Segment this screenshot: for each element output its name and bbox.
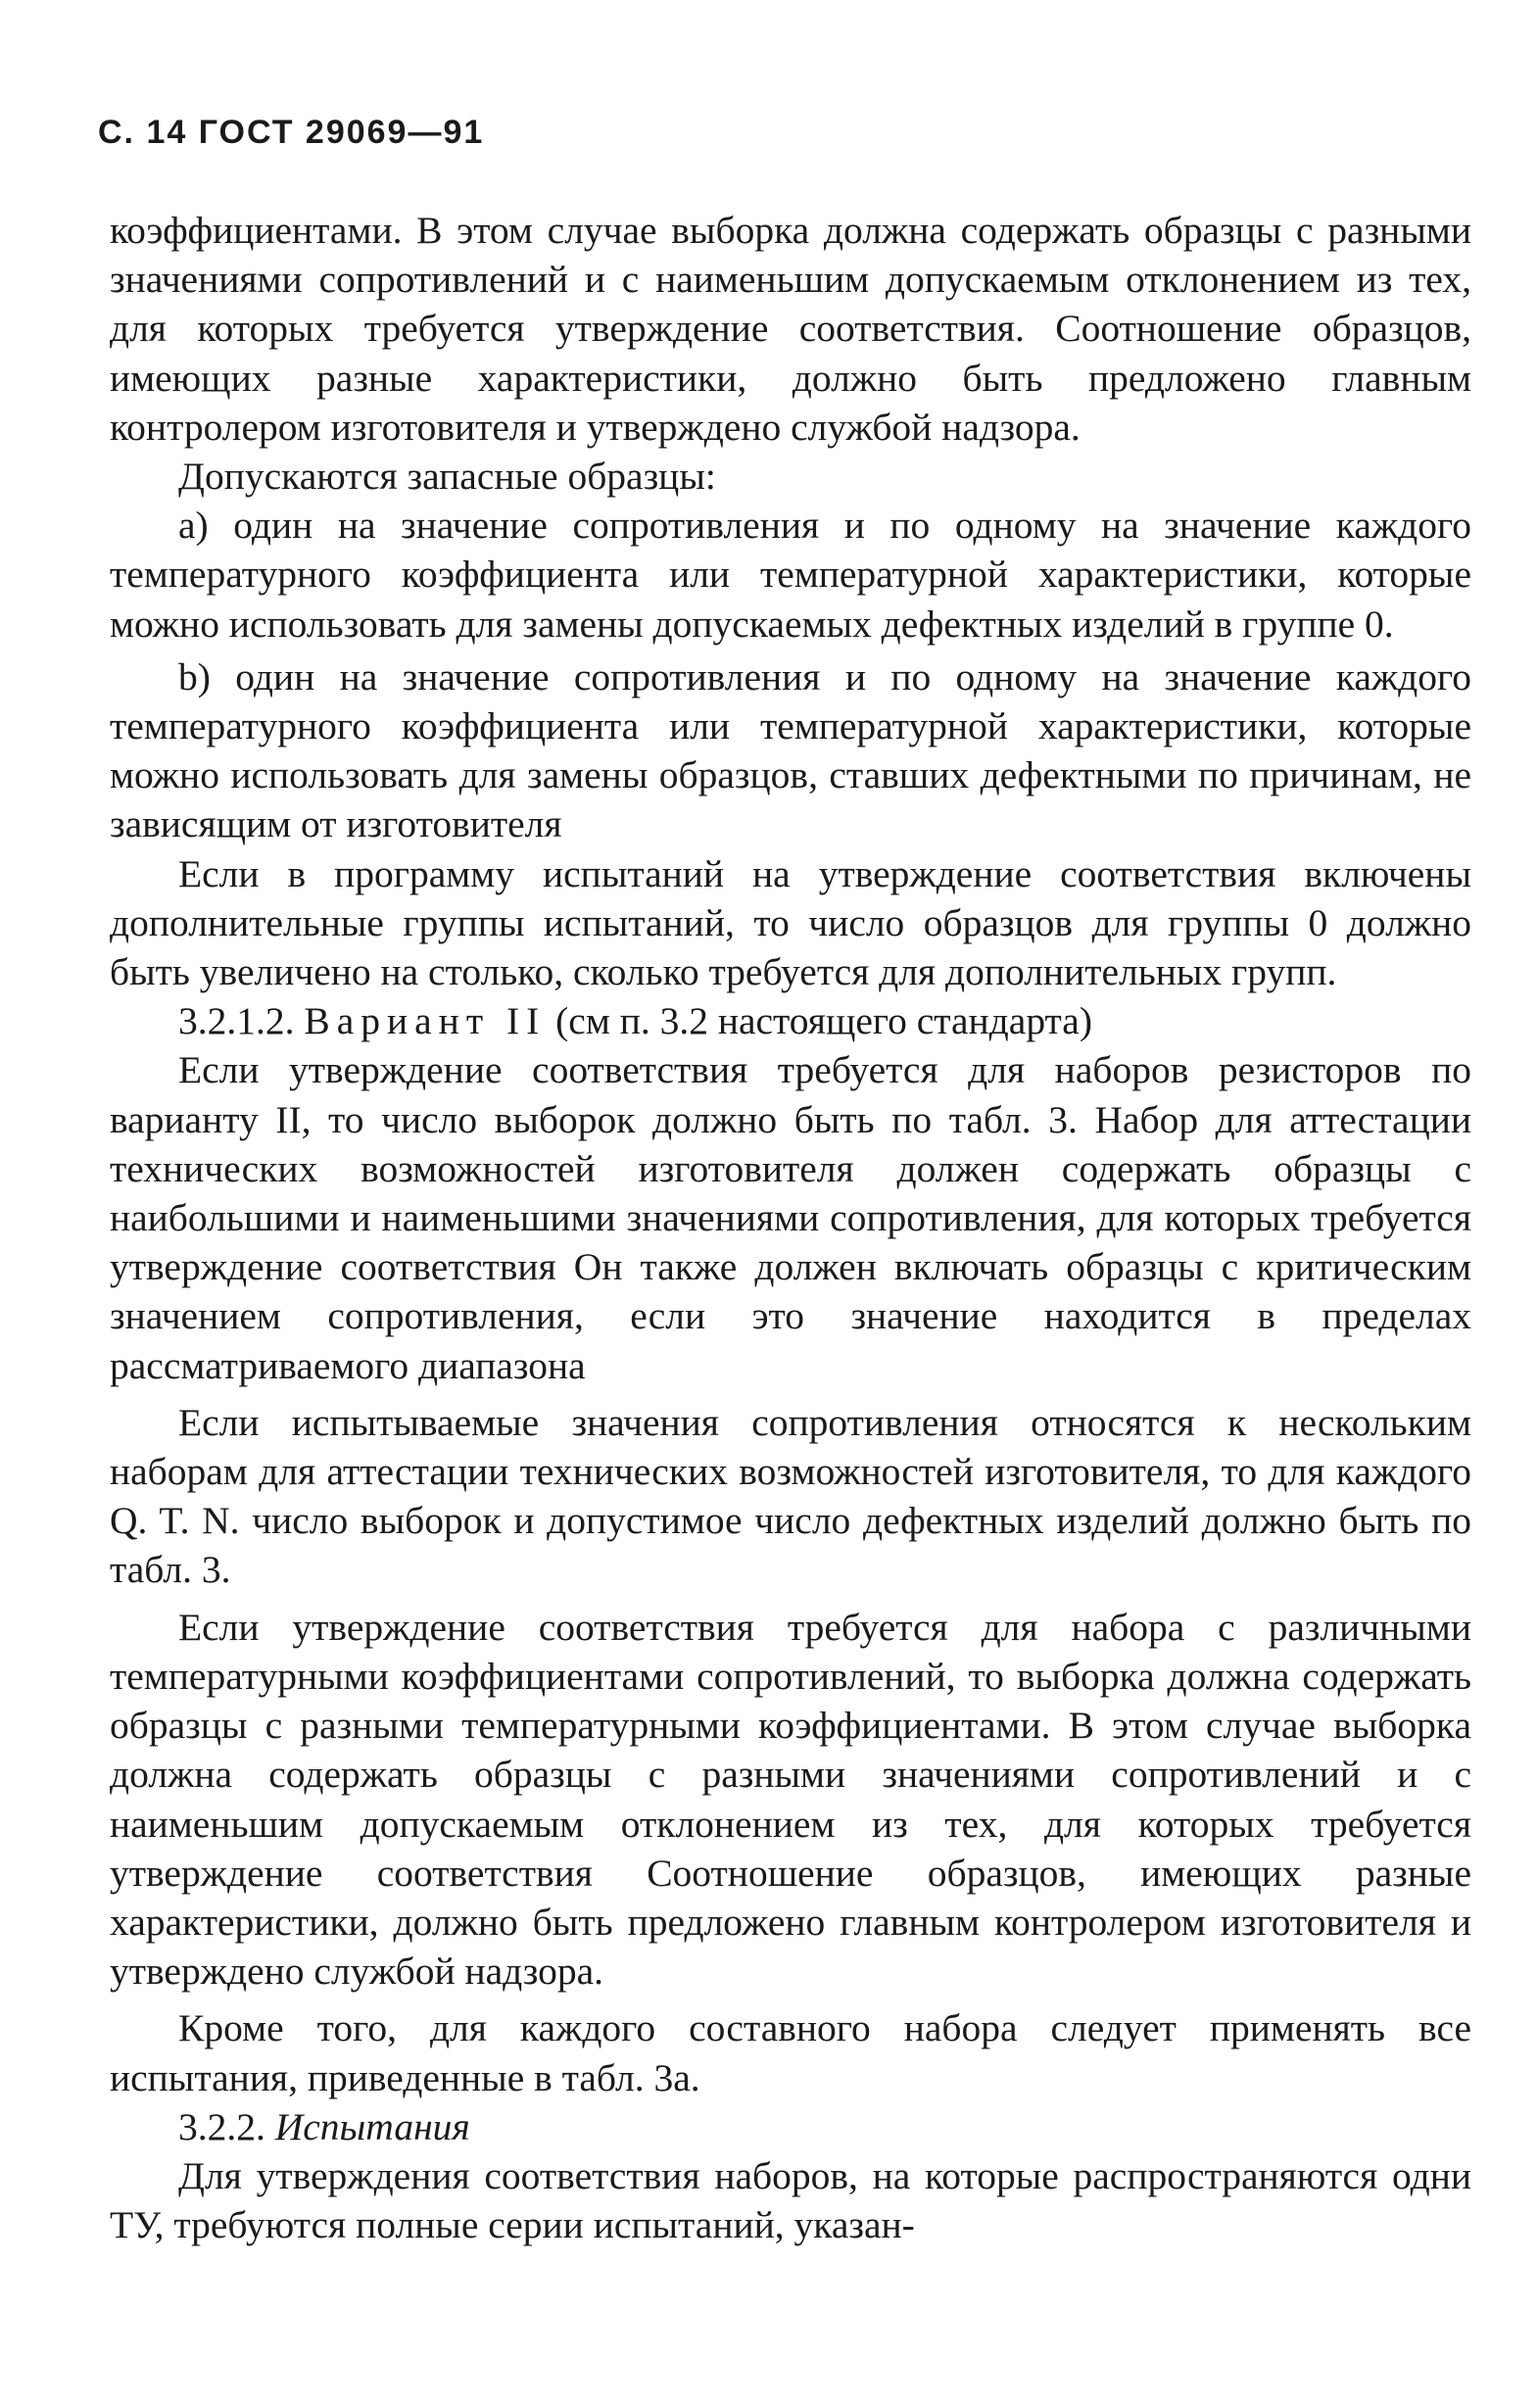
paragraph: Если утверждение соответствия требуется для наборов резисторов по варианту II, то число выборок должно быть по табл. 3. Набор для аттестации технических возможностей изготовителя должен содержать образцы с наибольшими и наименьшими значениями сопротивления, для которых требуется утверждение соответствия Он также должен включать образцы с критическим значением сопротивления, если это значение находится в пределах рассматриваемого диапазона bbox=[110, 1048, 1471, 1387]
paragraph: Для утверждения соответствия наборов, на которые распространяются одни ТУ, требуются полные серии испытаний, указан- bbox=[110, 2153, 1471, 2247]
paragraph: Если утверждение соответствия требуется для набора с различными температурными коэффициентами сопротивлений, то выборка должна содержать образцы с разными температурными коэффициентами. В этом случае выборка должна содержать образцы с разными значениями сопротивлений и с наименьшим допускаемым отклонением из тех, для которых требуется утверждение соответствия Соотношение образцов, имеющих разные характеристики, должно быть предложено главным контролером изготовителя и утверждено службой надзора. bbox=[110, 1605, 1471, 1994]
paragraph: Если в программу испытаний на утверждение соответствия включены дополнительные группы испытаний, то число образцов для группы 0 должно быть увеличено на столько, сколько требуется для дополнительных групп. bbox=[110, 851, 1471, 994]
section-number: 3.2.2. bbox=[178, 2104, 265, 2148]
section-heading-3-2-2 bbox=[110, 2102, 1471, 2151]
list-item-a: a) один на значение сопротивления и по одному на значение каждого температурного коэффициента или температурной характеристики, которые можно использовать для замены допускаемых дефектных изделий в группе 0. bbox=[110, 504, 1471, 646]
page-header: С. 14 ГОСТ 29069—91 bbox=[98, 114, 485, 151]
list-item-b: b) один на значение сопротивления и по одному на значение каждого температурного коэффициента или температурной характеристики, которые можно использовать для замены образцов, ставших дефектными по причинам, не зависящим от изготовителя bbox=[110, 654, 1471, 846]
paragraph: коэффициентами. В этом случае выборка должна содержать образцы с разными значениями сопротивлений и с наименьшим допускаемым отклонением из тех, для которых требуется утверждение соответствия. Соотношение образцов, имеющих разные характеристики, должно быть предложено главным контролером изготовителя и утверждено службой надзора. bbox=[110, 209, 1471, 449]
paragraph: Кроме того, для каждого составного набора следует применять все испытания, приведенные в табл. 3а. bbox=[110, 2006, 1471, 2099]
document-body bbox=[110, 206, 1471, 2249]
paragraph: Если испытываемые значения сопротивления относятся к нескольким наборам для аттестации технических возможностей изготовителя, то для каждого Q. T. N. число выборок и допустимое число дефектных изделий должно быть по табл. 3. bbox=[110, 1400, 1471, 1592]
section-reference: (см п. 3.2 настоящего стандарта) bbox=[555, 999, 1092, 1043]
section-variant: Вариант II bbox=[304, 999, 547, 1043]
section-title: Испытания bbox=[274, 2104, 470, 2148]
section-number: 3.2.1.2. bbox=[178, 999, 295, 1043]
section-heading-3-2-1-2 bbox=[110, 996, 1471, 1045]
paragraph: Допускаются запасные образцы: bbox=[178, 455, 716, 499]
